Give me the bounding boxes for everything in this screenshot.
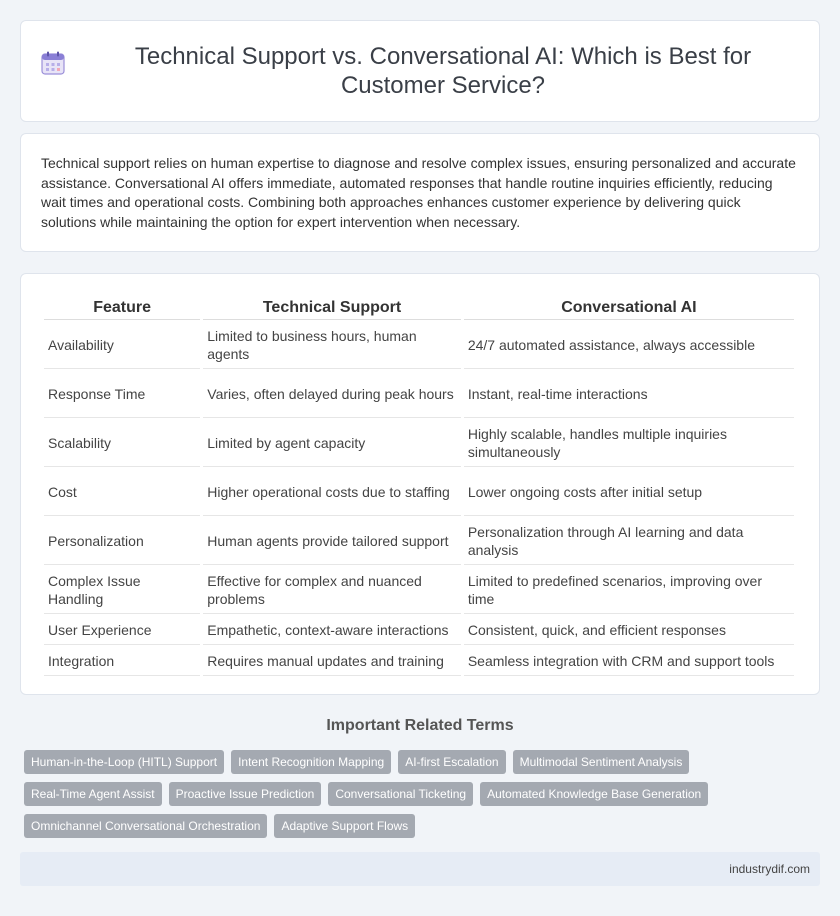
feature-cell: Scalability: [44, 420, 200, 467]
tag-row: [24, 782, 824, 806]
related-terms-list: [24, 750, 824, 846]
title-card: [20, 20, 820, 122]
conversational-ai-cell: Seamless integration with CRM and support tools: [464, 647, 794, 676]
technical-support-cell: Requires manual updates and training: [203, 647, 461, 676]
related-term-tag[interactable]: Intent Recognition Mapping: [231, 750, 391, 774]
conversational-ai-cell: Lower ongoing costs after initial setup: [464, 469, 794, 516]
related-term-tag[interactable]: Adaptive Support Flows: [274, 814, 415, 838]
related-term-tag[interactable]: AI-first Escalation: [398, 750, 505, 774]
site-name[interactable]: industrydif.com: [729, 862, 810, 876]
tag-row: [24, 814, 824, 838]
header-technical-support: Technical Support: [203, 296, 461, 320]
table-row: [44, 616, 794, 645]
related-term-tag[interactable]: Real-Time Agent Assist: [24, 782, 162, 806]
feature-cell: Availability: [44, 322, 200, 369]
calendar-icon: [40, 50, 66, 76]
technical-support-cell: Empathetic, context-aware interactions: [203, 616, 461, 645]
related-term-tag[interactable]: Automated Knowledge Base Generation: [480, 782, 708, 806]
page-title: Technical Support vs. Conversational AI: Which is Best for Customer Service?: [134, 43, 752, 99]
feature-cell: Cost: [44, 469, 200, 516]
comparison-table: [41, 294, 797, 678]
conversational-ai-cell: Consistent, quick, and efficient responses: [464, 616, 794, 645]
intro-card: [20, 133, 820, 252]
conversational-ai-cell: Instant, real-time interactions: [464, 371, 794, 418]
feature-cell: Response Time: [44, 371, 200, 418]
related-term-tag[interactable]: Proactive Issue Prediction: [169, 782, 322, 806]
table-row: [44, 371, 794, 418]
related-term-tag[interactable]: Human-in-the-Loop (HITL) Support: [24, 750, 224, 774]
header-conversational-ai: Conversational AI: [464, 296, 794, 320]
table-row: [44, 647, 794, 676]
related-term-tag[interactable]: Multimodal Sentiment Analysis: [513, 750, 690, 774]
comparison-card: [20, 273, 820, 695]
technical-support-cell: Varies, often delayed during peak hours: [203, 371, 461, 418]
feature-cell: Personalization: [44, 518, 200, 565]
table-row: [44, 420, 794, 467]
table-header-row: [44, 296, 794, 320]
related-term-tag[interactable]: Omnichannel Conversational Orchestration: [24, 814, 267, 838]
conversational-ai-cell: Highly scalable, handles multiple inquiries simultaneously: [464, 420, 794, 467]
technical-support-cell: Effective for complex and nuanced problems: [203, 567, 461, 614]
tag-row: [24, 750, 824, 774]
table-row: [44, 518, 794, 565]
technical-support-cell: Limited to business hours, human agents: [203, 322, 461, 369]
feature-cell: Integration: [44, 647, 200, 676]
technical-support-cell: Higher operational costs due to staffing: [203, 469, 461, 516]
related-terms-heading: Important Related Terms: [326, 717, 514, 734]
technical-support-cell: Limited by agent capacity: [203, 420, 461, 467]
table-row: [44, 567, 794, 614]
technical-support-cell: Human agents provide tailored support: [203, 518, 461, 565]
table-row: [44, 469, 794, 516]
feature-cell: User Experience: [44, 616, 200, 645]
footer: [20, 852, 820, 886]
header-feature: Feature: [44, 296, 200, 320]
conversational-ai-cell: 24/7 automated assistance, always accessible: [464, 322, 794, 369]
feature-cell: Complex Issue Handling: [44, 567, 200, 614]
title-wrap: [40, 42, 800, 100]
table-row: [44, 322, 794, 369]
conversational-ai-cell: Limited to predefined scenarios, improving over time: [464, 567, 794, 614]
conversational-ai-cell: Personalization through AI learning and data analysis: [464, 518, 794, 565]
related-term-tag[interactable]: Conversational Ticketing: [328, 782, 473, 806]
intro-paragraph: Technical support relies on human expertise to diagnose and resolve complex issues, ensuring personalized and accurate assistance. Conversational AI offers immediate, automated responses that handle routine inquiries efficiently, reducing wait times and operational costs. Combining both approaches enhances customer experience by delivering quick solutions while maintaining the option for expert intervention when necessary.: [41, 155, 796, 230]
